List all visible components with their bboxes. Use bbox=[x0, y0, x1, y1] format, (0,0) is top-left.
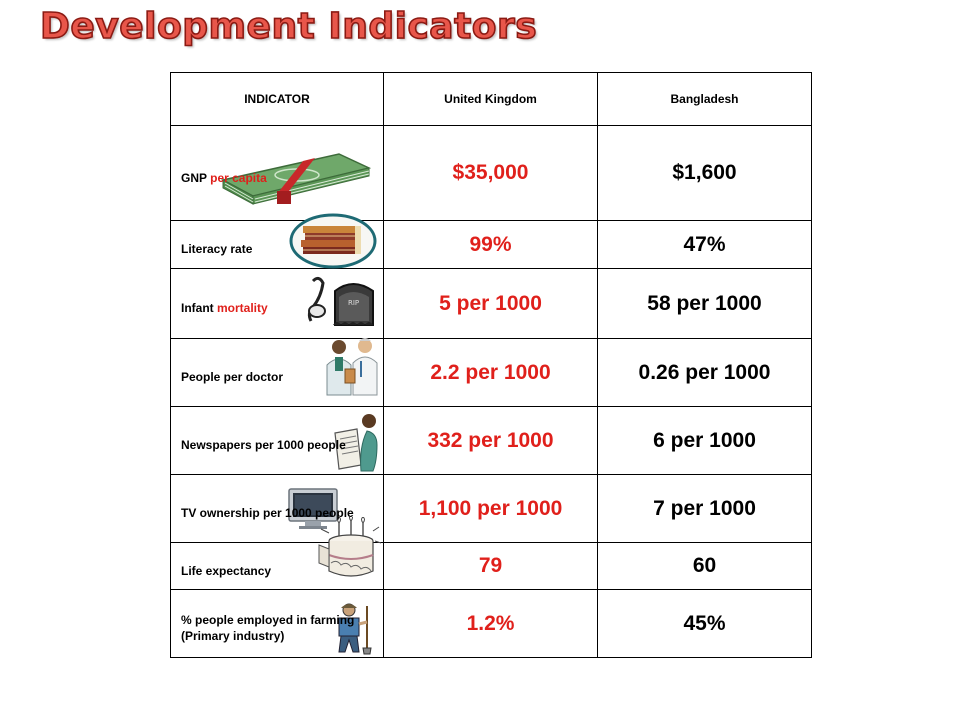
indicator-label: People per doctor bbox=[181, 370, 284, 384]
uk-value: 79 bbox=[384, 543, 598, 590]
indicators-table bbox=[170, 72, 812, 658]
table-row bbox=[171, 269, 812, 339]
bangladesh-value: 60 bbox=[598, 543, 812, 590]
table-row bbox=[171, 407, 812, 475]
indicator-cell bbox=[171, 407, 384, 475]
table-row bbox=[171, 221, 812, 269]
indicator-cell bbox=[171, 269, 384, 339]
table-row bbox=[171, 475, 812, 543]
indicator-cell bbox=[171, 126, 384, 221]
uk-value: 332 per 1000 bbox=[384, 407, 598, 475]
indicator-cell bbox=[171, 221, 384, 269]
indicator-label: Life expectancy bbox=[181, 563, 272, 578]
header-united-kingdom: United Kingdom bbox=[384, 73, 598, 126]
bangladesh-value: 58 per 1000 bbox=[598, 269, 812, 339]
bangladesh-value: 47% bbox=[598, 221, 812, 269]
table-row bbox=[171, 590, 812, 658]
indicator-label: Literacy rate bbox=[181, 242, 253, 256]
table-row bbox=[171, 126, 812, 221]
table-row bbox=[171, 339, 812, 407]
uk-value: $35,000 bbox=[384, 126, 598, 221]
indicator-cell bbox=[171, 339, 384, 407]
bangladesh-value: 6 per 1000 bbox=[598, 407, 812, 475]
uk-value: 1,100 per 1000 bbox=[384, 475, 598, 543]
indicator-label: Infant mortality bbox=[181, 301, 268, 315]
indicator-cell bbox=[171, 543, 384, 590]
table-header-row bbox=[171, 73, 812, 126]
bangladesh-value: 7 per 1000 bbox=[598, 475, 812, 543]
indicator-label: GNP per capita bbox=[181, 170, 267, 185]
indicator-label: Newspapers per 1000 people bbox=[181, 438, 346, 452]
indicator-label: TV ownership per 1000 people bbox=[181, 506, 354, 520]
slide-title: Development Indicators bbox=[40, 6, 538, 47]
bangladesh-value: 45% bbox=[598, 590, 812, 658]
uk-value: 99% bbox=[384, 221, 598, 269]
header-bangladesh: Bangladesh bbox=[598, 73, 812, 126]
uk-value: 5 per 1000 bbox=[384, 269, 598, 339]
header-indicator: INDICATOR bbox=[171, 73, 384, 126]
svg-text:RIP: RIP bbox=[348, 299, 360, 307]
indicator-cell bbox=[171, 590, 384, 658]
bangladesh-value: $1,600 bbox=[598, 126, 812, 221]
table-row bbox=[171, 543, 812, 590]
uk-value: 1.2% bbox=[384, 590, 598, 658]
bangladesh-value: 0.26 per 1000 bbox=[598, 339, 812, 407]
indicator-label: % people employed in farming (Primary industry) bbox=[181, 613, 355, 643]
uk-value: 2.2 per 1000 bbox=[384, 339, 598, 407]
